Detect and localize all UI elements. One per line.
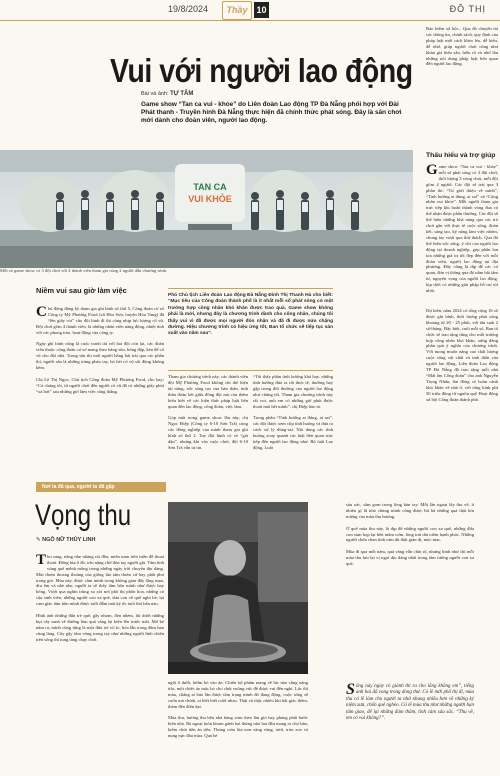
drop-cap: G <box>426 164 438 178</box>
series-label: Nơi ta đã qua, người ta đã gặp <box>36 482 166 492</box>
article-title: Vui với người lao động <box>110 52 413 89</box>
svg-text:TAN CA: TAN CA <box>193 182 227 192</box>
right-column-body-2: Dự kiến, năm 2024 có tổng cộng 16 số được ghi hình, thời lượng phát sóng khoảng từ 20 - 25 phút, với tần suất 2 số/tháng. Đặc biệt, cuối mỗi số, Ban tổ chức sẽ trao tặng từng cho mỗi trường hợp công nhân khó khăn, xứng đáng phần quà ý nghĩa của chương trình. Với mong muốn nâng cao chất lượng cuộc sống vật chất và tinh thần của người lao động, Liên đoàn Lao động TP Đà Nẵng đã trao tặng mỗi nhà “Mái ấm Công đoàn” cho anh Nguyễn Trọng Nhân, làn đồng có hoàn cảnh khó khăn về nhà ở, với tổng kinh phí 50 triệu đồng từ nguồn quỹ Hoạt động xã hội Công đoàn thành phố. <box>426 308 498 402</box>
right-subheading: Thấu hiểu và trợ giúp <box>426 152 496 159</box>
grandmother-photo <box>168 502 308 674</box>
article-2-title: Vọng thu <box>35 499 132 532</box>
article-2-column-1-text: hu sang, nắng nhẹ nhàng rải đều, miên man trên triền đê thoai thoải. Đồng lúa ở đó, trĩu nặng chờ đón tay người gặt. Tâm tình vùng quê mênh mông trong những ngày trời chuyển dịu dàng. Mùi thơm thoang thoảng của giống lúa tám thơm cứ bay phất phơ trong gió. Mùa này, được cầm mình trong không gian đầy lãng mạn, dìu êm và nhè nhẹ, người ta sẽ thấy tâm hồn mình như được bay bổng. Vượt qua nghìn trùng xa xôi nơi phố thị phồn hoa, những cô cậu sinh viên, những người con xa quê, dưa con về quê nghỉ hè; lại cam giác tâm hồn mình được tưới đẫm mát kỷ ức tuổi thơ hằn nào. Hình ảnh những đứa trẻ quê, gầy nhom, đen nhẻm, lúi dưới những bụi cây sanh vẽ đường làm quá vàng lại hiện lên trước mắt. Mở bé năm ra, mình cũng từng là một đứa trẻ vô lo, hòa lẫn trong đám bạn cùng làng. Cây gậy tầm vông trong tay như những người lính chiến trên sông thì tung tăng chạy chơi. <box>36 553 164 642</box>
photo-caption: Mỗi số game show có 3 đội chơi với 4 thành viên tham gia cùng 2 người dẫn chương trình. <box>0 268 168 273</box>
pull-quote-text: ống này ngày có giành thì ra cho lăng không em”, tiếng anh hai đã vang trong dòng thư. Có lẽ mới phố thị đi, mùa thu có lẽ làm cho người ta nhớ nhung nhiều hơn về những kỷ niệm xưa, chốn quê nghèo. Có lẽ mùa thu như những người bạn tâm giao, để lại những đảm thắm, tình cảm sâu sắc. “Thu về, em có vui không?”. <box>346 684 475 722</box>
article-2-author: NGÔ NỮ THỦY LINH <box>42 537 96 543</box>
column-1-text: hủ động đăng ký tham gia ghi hình số thứ 5, Công đoàn cơ sở Công ty Mỹ Phương Food (xã Hòa Sơn, huyện Hòa Vang) đã “lên giây cót” cho đội hình đi thi cùng nhịp lực lượng cổ vũ. Đội chơi gồm 4 thành viên, là những nhân viên năng động, nhiệt tình với các phong trào, hoạt động của công ty. Ngày ghi hình cũng là cuộc tranh tài với hai đội còn lại, các đoàn viên thuộc công đoàn cơ sở mang theo băng-rôn, bông đập, kèn để cổ vũ cho đội nhà. Trong sân thi mới người hăng hái trải qua các phần thi, người sân là những tràng pháo tay, hò hét cổ vũ sôi động không kém. Chị Lê Thị Ngọc, Chủ tịch Công đoàn Mỹ Phương Food, cho hay: “Cả chúng tôi, từ người chơi đến người cổ vũ đã có những giây phút “xả hơi” sau những giờ làm việc căng thẳng. <box>36 305 164 394</box>
article-lede: Game show “Tan ca vui - khỏe” do Liên đoàn Lao động TP Đà Nẵng phối hợp với Đài Phát thanh - Truyền hình Đà Nẵng thực hiện đã chính thức phát sóng. Đây là sân chơi mới dành cho đoàn viên, người lao động. <box>141 101 402 124</box>
stage-photo-illustration <box>0 150 413 268</box>
header-rule <box>0 20 500 21</box>
column-2-body: Tham gia chương trình này, các thành viên đội Mỹ Phương Food không chỉ thể hiện tài năng, sức sáng tạo của bản thân, tinh thần đoàn kết giữa đồng đội mà còn thêm hiểu biết về các kiến thức pháp luật liên quan đến lao động, công đoàn, việc làm. Góp mặt trong game show lần này, chị Ngọc Điệp (Công ty 6-10 Sơn Trà) cùng các đồng nghiệp của mình tham gia ghi hình số thứ 2. Tuy đội hình có vẻ “già dặn”, nhưng khi vào cuộc chơi, đội 6-10 Sơn Trà vẫn tự tin. <box>168 374 248 450</box>
publication-logo: Thầy <box>222 1 252 20</box>
quote-box-rule-bottom <box>168 370 333 371</box>
pull-quote <box>346 681 475 722</box>
issue-date: 19/8/2024 <box>168 4 209 14</box>
article-2-byline <box>36 537 96 543</box>
column-1-body <box>36 300 164 476</box>
article-byline <box>141 91 193 97</box>
left-subheading: Niềm vui sau giờ làm việc <box>36 286 127 295</box>
byline-author: TỰ TÂM <box>170 91 194 97</box>
right-column-body-1 <box>426 164 498 306</box>
column-3-body: “Tôi thấy phần tình hướng khá hay, những tình hướng đưa ra rất thực tế, thường hay gặp trong đời thường của người lao động như chúng tôi. Tham gia chương trình này rất vui, anh em có những giờ phút được thoải mái hết mình”, chị Điệp hào tỏ. Trong phần “Tình hướng ai đúng, ai sai”, các đội được xem clip tình huống và đưa ra cách xử lý đúng-sai. Nội dung các tình huống xoay quanh các luật liên quan trực tiếp đến người lao động như: Bộ luật Lao động, Luật <box>253 374 333 450</box>
drop-cap: T <box>36 551 47 568</box>
pen-icon: ✎ <box>36 537 43 543</box>
byline-prefix: Bài và ảnh: <box>141 91 169 97</box>
article-2-column-1 <box>36 548 164 774</box>
page-number: 10 <box>254 2 269 18</box>
section-name: ĐÔ THỊ <box>449 4 486 14</box>
grandmother-photo-illustration <box>168 502 308 674</box>
right-column-text-1: ame show “Tan ca vui - khỏe” mỗi số phát sóng có 3 đội chơi, thời lượng 3 vòng chơi, mỗi đội gồm 4 người. Các đội sẽ trải qua 3 phần thi: “Tư giới thiệu về mình”, “Tinh hướng ai dùng, ai sai” và “Cộng nhân vui khỏe”. Mỗi người tham gia trực tiếp khi hoàn thành vòng đua có thể nhận được phần thưởng. Các đội sẽ thể hiện những khả năng qua các trò chơi gắn với thực tế cuộc sống, đoàn kết, sáng tạo, kỹ năng làm việc nhóm, chung tay vượt qua thử thách. Qua đó thể hiện sức sống, ý chí của người lao động tại doanh nghiệp, góp phần lan tỏa những giá trị tốt đẹp đến với mỗi đoàn viên, người lao động tại địa phương. Đây cũng là dịp để các cơ quan, đơn vị thông qua đó nắm bắt tâm tư, nguyện vọng của người lao động, kịp thời có những giải pháp hỗ trợ tốt nhất. <box>426 164 498 294</box>
right-column-intro: Bảo hiểm xã hội... Qua đó chuyển tải các thông tin, chính sách, quy định của pháp luật mới cách khéo léo, dễ hiểu, dễ nhớ, giúp người chơi cũng như khán giả hiểu sâu, hiểu rõ và nhớ lâu những nội dung pháp luật liên quan đến người lao động. <box>426 26 498 67</box>
drop-cap: S <box>346 681 355 698</box>
stage-group-photo <box>0 150 413 268</box>
drop-cap: C <box>36 303 47 320</box>
article-2-column-2: ngồi ở dưới, lườm bò vào ăn. Chiến lợi phẩm mang về lúc nào cũng nặng trĩu, một chiếc áo mặc bỏ cho chút vuông vức để được vui đến nghỉ. Lúc thì mùa, chẳng ai bảo lần được tâm trạng mình đó đang động, cuộc sống sẽ cuốn mà chính, ai biết biết cười nhau. Thật và thật, nhiều khi hãi giác thêm, thèm đến điên dại. Mùa thu, hương thu bên nhà hàng xóm theo làn gió bay phảng phất bước hiên nhà. Bà ngoại luôn khom gánh hai thúng nhỏ hai đầu mang ra chợ bán, kiếm chút tiền ăn tiêu. Thủng cơm lúa non vàng vàng, tươi, tròn xoe và nụng nực đầu mùa. Quả bé <box>168 680 308 739</box>
svg-text:VUI KHỎE: VUI KHỎE <box>188 194 232 204</box>
article-2-column-3: sáu xác, sắm gom trong lòng bàn tay. Mỗi lần ngoại lấy thu về, ít nhiều gì lũ nhỏ chúng mình cũng được hít hà những quả thật kín miệng của mùa thu hương. Ở quê mùa thu này, là dịp để những người con xa quê, những đứa con sum họp lại bên mâm cơm, lòng trải dài niềm hạnh phúc. Những người chứa chan tình cảm dù thật giản dị, mộc mạc. Mùa đi qua mỗi năm, quá vàng vẫn chín rộ, nhưng hình như chỉ mỗi mùa thu lưu lại vị ngọt dịu dàng nhất trong tâm tưởng người con xa quê. <box>346 502 474 567</box>
quote-box: Phó Chủ tịch Liên đoàn Lao động Đà Nẵng Đinh Thị Thanh Hà cho biết: “Mục tiêu của Công đoàn thành phố là ít nhất mỗi số phát sóng có một trường hợp công nhân khó khăn được trao quà. Game show không phải là mới, nhưng đây là chương trình dành cho công nhân, chúng tôi thấy vui vì đã được mọi người đón nhận và đã đi được nửa chặng đường. Hiệu chương trình có hiệu ứng tốt, Ban tổ chức sẽ tiếp tục sản xuất vào năm sau”. <box>168 293 333 337</box>
quote-box-rule-top <box>168 288 333 289</box>
